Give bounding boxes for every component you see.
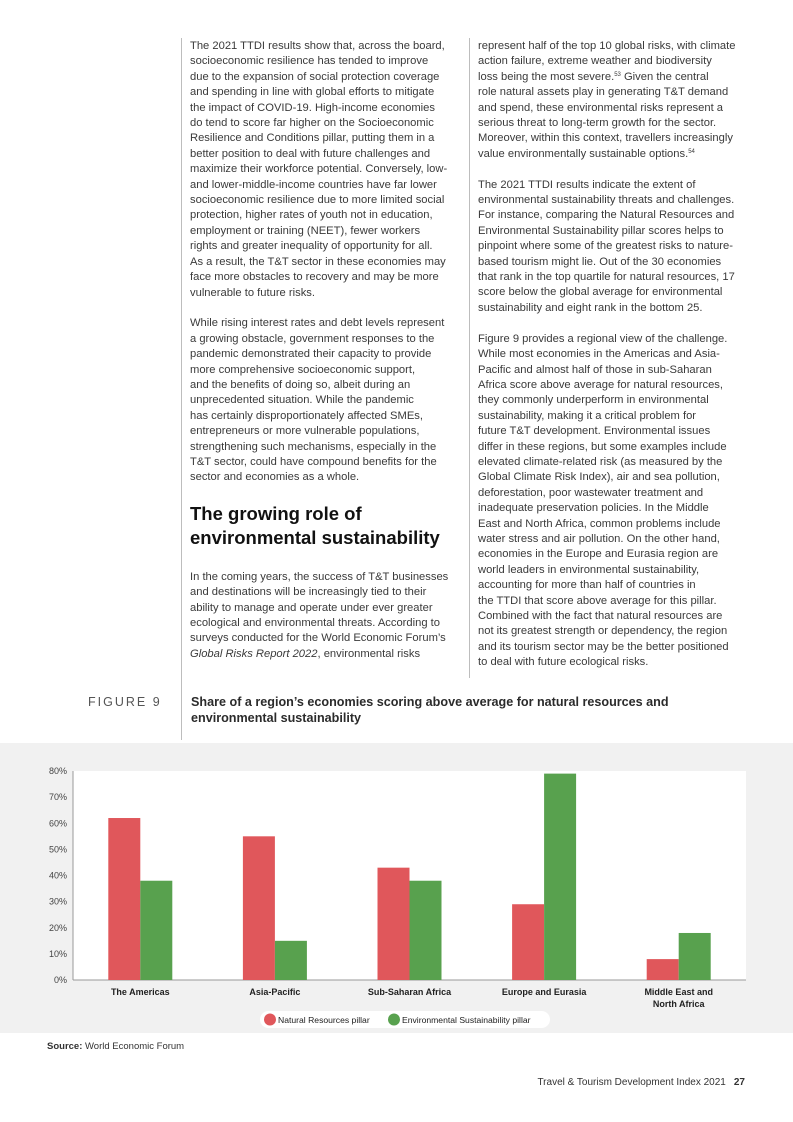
text-line: that rank in the top quartile for natural resources, 17 <box>478 271 735 284</box>
bar-environmental-sustainability <box>544 774 576 980</box>
bar-natural-resources <box>512 904 544 980</box>
text-line: to deal with future ecological risks. <box>478 656 649 669</box>
paragraph <box>190 570 448 662</box>
column-divider <box>469 38 470 678</box>
text-line: The 2021 TTDI results show that, across the board, <box>190 40 445 52</box>
text-line <box>190 647 448 662</box>
text-line <box>478 147 735 162</box>
text-line: more comprehensive socioeconomic support, <box>190 363 416 376</box>
text-fragment: , environmental risks <box>317 647 421 660</box>
y-tick-label: 60% <box>48 818 67 829</box>
text-line: the TTDI that score above average for this pillar. <box>478 594 717 607</box>
source-note <box>47 1041 184 1052</box>
text-line: As a result, the T&T sector in these economies may <box>190 255 446 268</box>
footer-title: Travel & Tourism Development Index 2021 <box>537 1077 726 1088</box>
left-margin-rule <box>181 38 182 740</box>
x-tick-label: Sub-Saharan Africa <box>367 987 452 997</box>
text-line: Moreover, within this context, travellers increasingly <box>478 132 733 145</box>
text-line: do tend to score far higher on the Socioeconomic <box>190 117 434 130</box>
text-line: Pacific and almost half of those in sub-Saharan <box>478 363 712 376</box>
text-line: Combined with the fact that natural resources are <box>478 610 723 622</box>
text-line: T&T sector, could have compound benefits for the <box>190 455 437 468</box>
legend-label: Environmental Sustainability pillar <box>402 1015 531 1025</box>
text-line: Figure 9 provides a regional view of the challenge. <box>478 332 728 345</box>
text-line: action failure, extreme weather and biodiversity <box>478 55 712 68</box>
text-line: For instance, comparing the Natural Resources and <box>478 209 735 222</box>
y-tick-label: 0% <box>53 975 67 985</box>
legend-marker <box>264 1014 276 1026</box>
text-line: strengthening such mechanisms, especially in the <box>190 440 437 453</box>
text-line: socioeconomic resilience due to more limited social <box>190 194 445 207</box>
text-line: and lower-middle-income countries have far lower <box>190 178 437 191</box>
text-line: and destinations will be increasingly tied to their <box>190 586 427 599</box>
text-line: Global Climate Risk Index), air and sea pollution, <box>478 471 720 484</box>
y-tick-label: 20% <box>48 922 67 933</box>
x-tick-label: Middle East and <box>644 987 713 997</box>
text-line: water stress and air pollution. On the other hand, <box>478 532 720 545</box>
text-line: the impact of COVID-19. High-income economies <box>190 101 435 114</box>
x-tick-label: Europe and Eurasia <box>501 987 587 997</box>
text-line: The 2021 TTDI results indicate the extent of <box>478 178 696 191</box>
text-line: based tourism might lie. Out of the 30 economies <box>478 255 722 268</box>
text-line: vulnerable to future risks. <box>190 286 315 299</box>
right-text-column <box>478 39 735 686</box>
text-line: due to the expansion of social protection coverage <box>190 70 440 83</box>
text-line: has certainly disproportionately affected SMEs, <box>190 409 423 422</box>
text-line: and spend, these environmental risks represent a <box>478 101 724 114</box>
text-line: a growing obstacle, government responses to the <box>190 332 435 345</box>
text-line: sector and economies as a whole. <box>190 471 360 484</box>
heading-line: The growing role of <box>190 502 362 524</box>
bar-environmental-sustainability <box>140 881 172 980</box>
text-line: and its tourism sector may be the better positioned <box>478 640 729 653</box>
paragraph <box>190 316 448 485</box>
text-line: socioeconomic resilience has tended to improve <box>190 55 429 68</box>
text-fragment: Given the central <box>620 70 709 83</box>
bar-natural-resources <box>378 868 410 980</box>
text-line: world leaders in environmental sustainability, <box>478 563 700 576</box>
bar-environmental-sustainability <box>679 933 711 980</box>
text-line: and spending in line with global efforts to mitigate <box>190 86 435 99</box>
text-line: future T&T development. Environmental issues <box>478 425 711 438</box>
text-line: ability to manage and operate under ever greater <box>190 601 433 614</box>
text-line: face more obstacles to recovery and may be more <box>190 271 439 284</box>
text-line: better position to deal with future challenges and <box>190 147 431 160</box>
text-line: In the coming years, the success of T&T businesses <box>190 570 449 583</box>
text-line: unprecedented situation. While the pandemic <box>190 394 414 407</box>
heading-line: environmental sustainability <box>190 526 440 548</box>
text-fragment: loss being the most severe. <box>478 70 615 83</box>
source-text: World Economic Forum <box>82 1041 185 1052</box>
text-line: Environmental Sustainability pillar scores helps to <box>478 224 724 237</box>
x-tick-label: The Americas <box>110 987 170 997</box>
right-paragraphs <box>478 178 735 671</box>
bar-chart <box>0 743 793 1033</box>
right-paragraph-1 <box>478 39 735 162</box>
text-line: protection, higher rates of youth not in education, <box>190 209 433 222</box>
bar-natural-resources <box>108 818 140 980</box>
text-line: ecological and environmental threats. According to <box>190 616 441 629</box>
text-line: East and North Africa, common problems include <box>478 517 721 530</box>
text-line: sustainability and eight rank in the bottom 25. <box>478 301 703 314</box>
paragraph <box>478 178 735 317</box>
figure-title-line: environmental sustainability <box>191 711 362 725</box>
text-line: economies in the Europe and Eurasia region are <box>478 548 719 561</box>
page-number: 27 <box>733 1077 745 1088</box>
text-line <box>478 70 735 85</box>
y-tick-label: 40% <box>48 870 67 881</box>
source-label: Source: <box>47 1041 83 1052</box>
y-tick-label: 10% <box>48 948 67 959</box>
y-tick-label: 30% <box>48 896 67 907</box>
text-line: and the benefits of doing so, albeit during an <box>190 378 411 391</box>
text-line: maximize their workforce potential. Conversely, low- <box>190 163 448 176</box>
bar-environmental-sustainability <box>410 881 442 980</box>
report-title: Global Risks Report 2022 <box>190 647 318 660</box>
text-line: they commonly underperform in environmental <box>478 394 709 407</box>
text-line: While most economies in the Americas and Asia- <box>478 348 720 361</box>
text-line: represent half of the top 10 global risks, with climate <box>478 40 736 52</box>
left-text-column <box>190 39 448 678</box>
text-line: differ in these regions, but some examples include <box>478 440 727 453</box>
text-line: elevated climate-related risk (as measured by the <box>478 455 723 468</box>
text-line: While rising interest rates and debt levels represent <box>190 317 445 330</box>
legend-label: Natural Resources pillar <box>278 1015 370 1025</box>
text-line: employment or training (NEET), fewer workers <box>190 224 421 237</box>
text-line: sustainability, making it a critical problem for <box>478 409 697 422</box>
text-fragment: value environmentally sustainable options. <box>478 147 689 160</box>
x-tick-label: North Africa <box>652 999 705 1009</box>
text-line: pandemic demonstrated their capacity to provide <box>190 348 432 361</box>
figure-title <box>191 694 669 726</box>
page-footer <box>537 1077 745 1088</box>
legend-marker <box>388 1014 400 1026</box>
y-tick-label: 80% <box>48 766 67 776</box>
y-tick-label: 70% <box>48 792 67 803</box>
bar-environmental-sustainability <box>275 941 307 980</box>
bar-natural-resources <box>647 959 679 980</box>
figure-title-line: Share of a region’s economies scoring above average for natural resources and <box>191 695 669 709</box>
text-line: inadequate preservation policies. In the Middle <box>478 502 709 515</box>
text-line: deforestation, poor wastewater treatment and <box>478 486 704 499</box>
footnote-ref[interactable]: 53 <box>614 71 621 78</box>
text-line: score below the global average for environmental <box>478 286 723 299</box>
paragraph <box>190 39 448 301</box>
paragraph <box>478 332 735 671</box>
x-tick-label: Asia-Pacific <box>249 987 301 997</box>
y-tick-label: 50% <box>48 844 67 855</box>
section-heading <box>190 502 448 550</box>
figure-label: FIGURE 9 <box>88 695 162 709</box>
text-line: entrepreneurs or more vulnerable populations, <box>190 425 420 438</box>
text-line: not its greatest strength or dependency, the region <box>478 625 728 638</box>
text-line: surveys conducted for the World Economic Forum’s <box>190 632 446 645</box>
footnote-ref[interactable]: 54 <box>688 148 695 155</box>
text-line: pinpoint where some of the greatest risks to nature- <box>478 240 733 253</box>
text-line: serious threat to long-term growth for the sector. <box>478 117 717 130</box>
text-line: Resilience and Conditions pillar, putting them in a <box>190 132 435 145</box>
text-line: rights and greater inequality of opportunity for all. <box>190 240 433 253</box>
text-line: role natural assets play in generating T&T demand <box>478 86 729 99</box>
text-line: environmental sustainability threats and challenges. <box>478 194 735 207</box>
bar-natural-resources <box>243 836 275 980</box>
text-line: Africa score above average for natural resources, <box>478 378 724 391</box>
text-line: accounting for more than half of countries in <box>478 579 696 592</box>
